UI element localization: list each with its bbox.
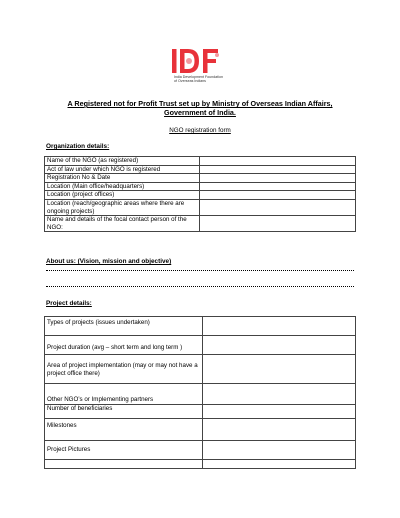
table-row <box>45 199 356 215</box>
row-label <box>45 460 203 469</box>
answer-cell[interactable] <box>203 405 356 419</box>
table-row <box>45 336 356 355</box>
row-label: Project Pictures <box>45 441 203 460</box>
row-label: Number of beneficiaries <box>45 405 203 419</box>
row-label: Other NGO’s or Implementing partners <box>45 384 203 405</box>
table-row <box>45 317 356 336</box>
answer-cell[interactable] <box>200 174 356 183</box>
row-label: Location (Main office/headquarters) <box>45 182 200 191</box>
form-title: NGO registration form <box>169 127 231 134</box>
row-label: Name of the NGO (as registered) <box>45 157 200 166</box>
answer-cell[interactable] <box>203 384 356 405</box>
row-label: Act of law under which NGO is registered <box>45 165 200 174</box>
answer-cell[interactable] <box>200 182 356 191</box>
table-row <box>45 157 356 166</box>
table-row <box>45 216 356 232</box>
answer-cell[interactable] <box>203 355 356 384</box>
idf-logo-mark-icon <box>170 48 230 74</box>
table-row <box>45 165 356 174</box>
table-row <box>45 174 356 183</box>
row-label: Area of project implementation (may or may not have a project office there) <box>45 355 203 384</box>
project-table <box>44 316 356 469</box>
project-section-label: Project details: <box>46 300 92 307</box>
table-row <box>45 460 356 469</box>
answer-cell[interactable] <box>203 317 356 336</box>
table-row <box>45 419 356 441</box>
organization-table <box>44 156 356 232</box>
answer-cell[interactable] <box>200 199 356 215</box>
table-row <box>45 182 356 191</box>
table-row <box>45 191 356 200</box>
row-label: Location (reach/geographic areas where there are ongoing projects) <box>45 199 200 215</box>
about-dotted-line-2[interactable] <box>46 283 354 287</box>
answer-cell[interactable] <box>200 191 356 200</box>
answer-cell[interactable] <box>203 441 356 460</box>
answer-cell[interactable] <box>203 336 356 355</box>
row-label: Types of projects (issues undertaken) <box>45 317 203 336</box>
idf-logo <box>170 48 230 88</box>
answer-cell[interactable] <box>200 216 356 232</box>
answer-cell[interactable] <box>200 157 356 166</box>
row-label: Milestones <box>45 419 203 441</box>
trust-heading-line2: Government of India. <box>164 108 236 117</box>
trust-heading-line1: A Registered not for Profit Trust set up by Ministry of Overseas Indian Affairs, <box>67 99 333 108</box>
table-row <box>45 384 356 405</box>
logo-caption-line2: of Overseas Indians <box>174 79 206 83</box>
row-label: Location (project offices) <box>45 191 200 200</box>
row-label: Project duration (avg – short term and long term ) <box>45 336 203 355</box>
answer-cell[interactable] <box>200 165 356 174</box>
organization-section-label: Organization details: <box>46 143 110 150</box>
logo-caption-line1: India Development Foundation <box>174 75 223 79</box>
answer-cell[interactable] <box>203 419 356 441</box>
table-row <box>45 441 356 460</box>
about-dotted-line-1[interactable] <box>46 267 354 271</box>
about-section-label: About us: (Vision, mission and objective) <box>46 258 172 265</box>
answer-cell[interactable] <box>203 460 356 469</box>
table-row <box>45 355 356 384</box>
row-label: Registration No & Date <box>45 174 200 183</box>
row-label: Name and details of the focal contact person of the NGO: <box>45 216 200 232</box>
table-row <box>45 405 356 419</box>
